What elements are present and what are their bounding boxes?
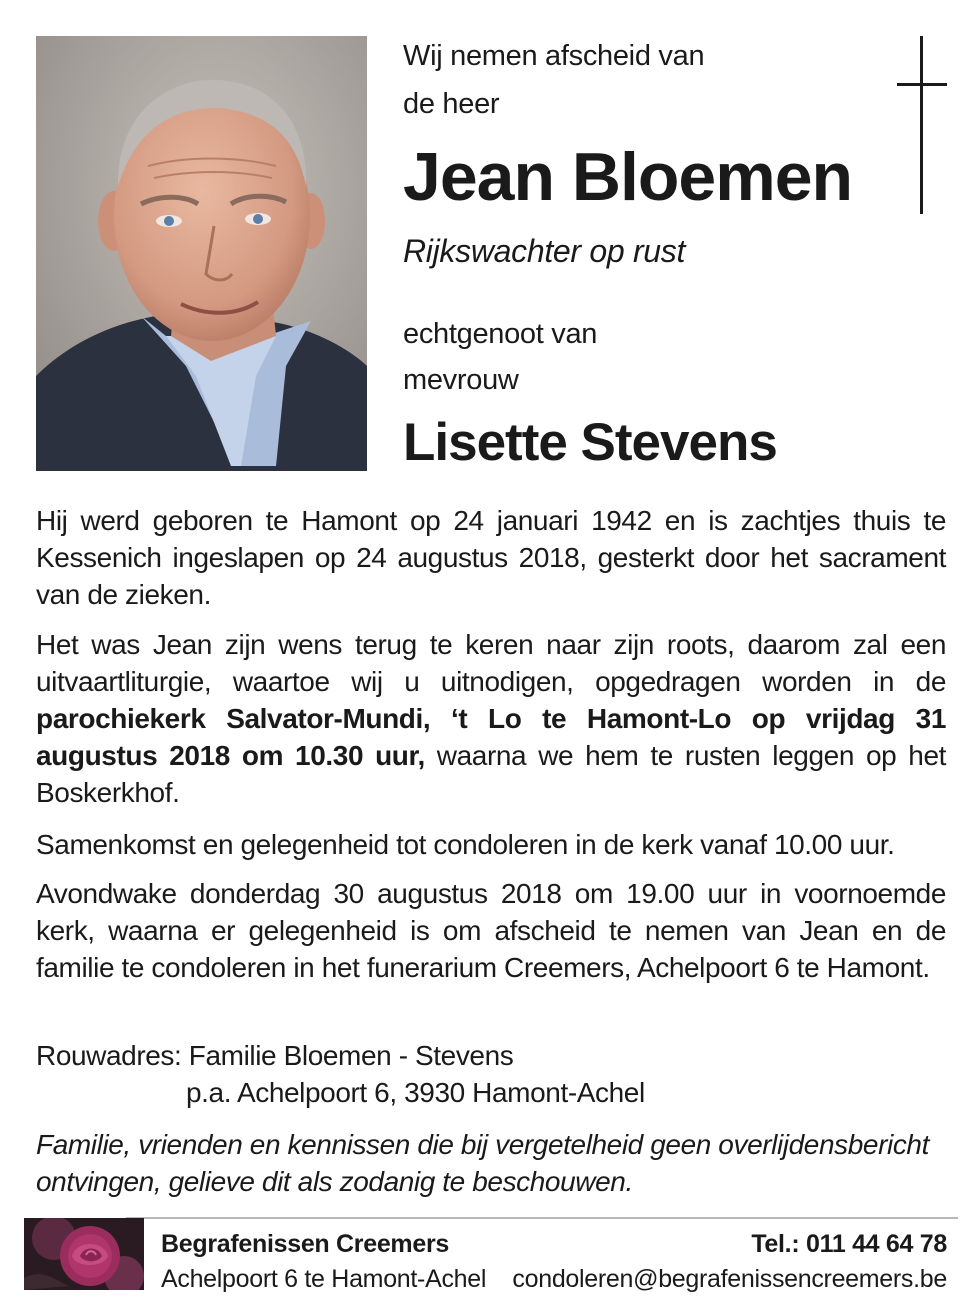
funeral-paragraph (36, 626, 946, 811)
spouse-intro-1: echtgenoot van (403, 318, 598, 350)
portrait-photo (36, 36, 367, 471)
closing-note: Familie, vrienden en kennissen die bij vergetelheid geen overlijdensbericht ontvingen, gelieve dit als zodanig te beschouwen. (36, 1129, 929, 1197)
mourning-address-street: p.a. Achelpoort 6, 3930 Hamont-Achel (186, 1077, 645, 1108)
funeral-text-part2: waarna we hem te rusten leggen op het Boskerkhof. (36, 740, 946, 808)
spouse-intro-2: mevrouw (403, 364, 519, 396)
birth-death-paragraph: Hij werd geboren te Hamont op 24 januari 1942 en is zachtjes thuis te Kessenich ingeslapen op 24 augustus 2018, gesterkt door het sacrament van de zieken. (36, 505, 946, 610)
intro-line-1: Wij nemen afscheid van (403, 40, 705, 72)
mourning-address-label: Rouwadres: Familie Bloemen - Stevens (36, 1040, 514, 1071)
gathering-paragraph: Samenkomst en gelegenheid tot condoleren in de kerk vanaf 10.00 uur. (36, 829, 895, 860)
footer-divider (126, 1217, 958, 1219)
deceased-title: Rijkswachter op rust (403, 233, 686, 269)
company-address: Achelpoort 6 te Hamont-Achel (161, 1265, 487, 1293)
intro-line-2: de heer (403, 88, 500, 120)
spouse-name: Lisette Stevens (403, 413, 777, 472)
company-phone: Tel.: 011 44 64 78 (751, 1230, 947, 1258)
funeral-text-part1: Het was Jean zijn wens terug te keren naar zijn roots, daarom zal een uitvaartliturgie, waartoe wij u uitnodigen, opgedragen worden in de (36, 629, 946, 697)
deceased-name: Jean Bloemen (403, 139, 853, 215)
wake-paragraph: Avondwake donderdag 30 augustus 2018 om 19.00 uur in voornoemde kerk, waarna er gelegenheid is om afscheid te nemen van Jean en de familie te condoleren in het funerarium Creemers, Achelpoort 6 te Hamont. (36, 878, 946, 983)
cross-icon (897, 36, 947, 214)
funeral-location-time: parochiekerk Salvator-Mundi, ‘t Lo te Hamont-Lo op vrijdag 31 augustus 2018 om 10.30 uur, (36, 703, 946, 771)
company-name: Begrafenissen Creemers (161, 1230, 449, 1258)
rose-image (24, 1218, 144, 1290)
company-email: condoleren@begrafenissencreemers.be (512, 1265, 947, 1293)
